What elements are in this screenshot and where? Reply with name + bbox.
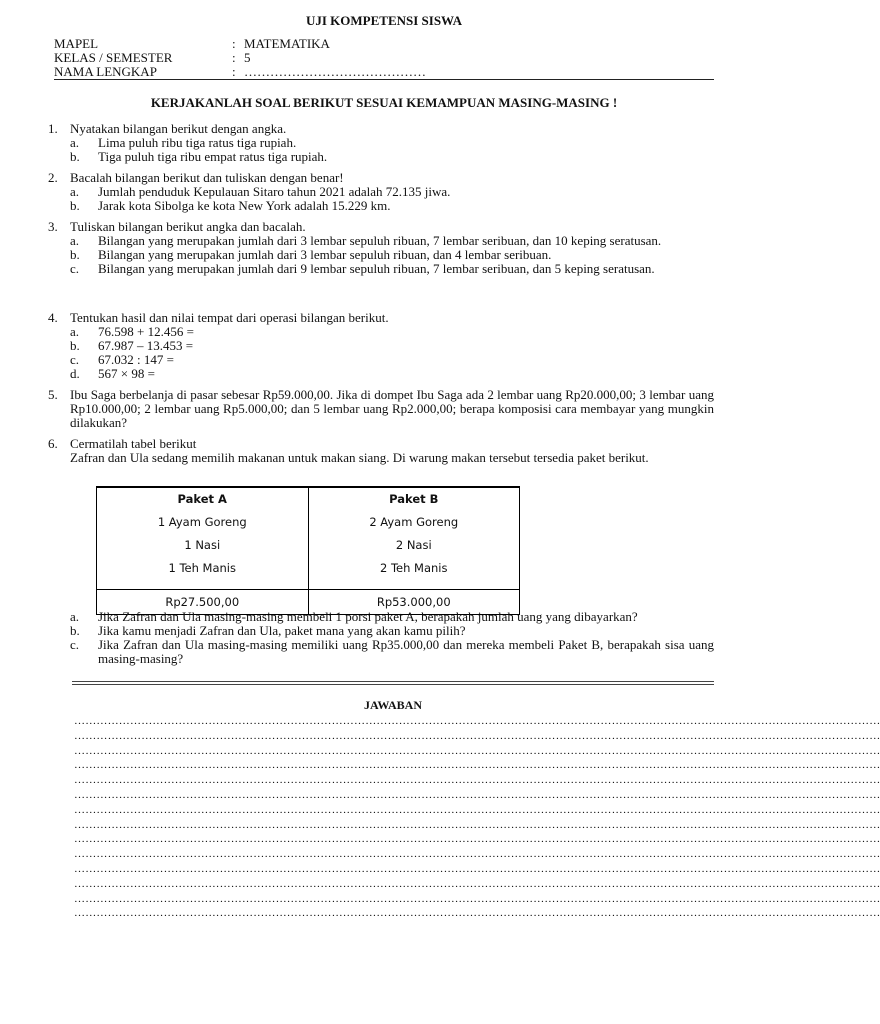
- sub-text: Tiga puluh tiga ribu empat ratus tiga rupiah.: [98, 149, 328, 164]
- table-cell: 1 Nasi: [97, 533, 309, 556]
- question-4: [48, 311, 714, 381]
- question-text: Ibu Saga berbelanja di pasar sebesar Rp59.000,00. Jika di dompet Ibu Saga ada 2 lembar uang Rp20.000,00; 3 lembar uang Rp10.000,00; 2 lembar uang Rp5.000,00; dan 5 lembar uang Rp2.000,00; berapa komposisi cara membayar yang mungkin dilakukan?: [70, 387, 714, 430]
- sub-question: [70, 234, 714, 248]
- sub-letter: c.: [70, 261, 80, 276]
- header-row-nama: [54, 65, 714, 79]
- header-row-mapel: [54, 37, 714, 51]
- sub-letter: a.: [70, 324, 80, 339]
- question-1: [48, 122, 714, 164]
- table-header-row: [97, 487, 520, 510]
- table-cell: 2 Ayam Goreng: [308, 510, 520, 533]
- sub-question: [70, 367, 714, 381]
- answer-line: ………………………………………………………………………………………………………………………………………………………………………………………………: [74, 848, 880, 861]
- header-colon: :: [232, 64, 236, 79]
- sub-text: 67.032 : 147 =: [98, 352, 174, 367]
- table-header: Paket B: [308, 487, 520, 510]
- header-label: MAPEL: [54, 36, 99, 51]
- sub-question: [70, 638, 714, 666]
- table-cell: 1 Ayam Goreng: [97, 510, 309, 533]
- header-row-kelas: [54, 51, 714, 65]
- header-value: MATEMATIKA: [244, 36, 330, 51]
- answer-line: ………………………………………………………………………………………………………………………………………………………………………………………………: [74, 862, 880, 875]
- sub-text: Jumlah penduduk Kepulauan Sitaro tahun 2021 adalah 72.135 jiwa.: [98, 184, 451, 199]
- question-3: [48, 220, 714, 276]
- answer-line: ………………………………………………………………………………………………………………………………………………………………………………………………: [74, 818, 880, 831]
- table-cell: 2 Nasi: [308, 533, 520, 556]
- sub-text: Jika Zafran dan Ula masing-masing membeli 1 porsi paket A, berapakah jumlah uang yang dibayarkan?: [98, 609, 638, 624]
- question-2: [48, 171, 714, 213]
- answer-line: ………………………………………………………………………………………………………………………………………………………………………………………………: [74, 715, 880, 727]
- answer-line: ………………………………………………………………………………………………………………………………………………………………………………………………: [74, 788, 880, 801]
- sub-letter: c.: [70, 352, 80, 367]
- table-row: [97, 556, 520, 579]
- question-6-subs: [48, 610, 714, 666]
- sub-letter: a.: [70, 609, 80, 624]
- sub-letter: d.: [70, 366, 80, 381]
- sub-text: Bilangan yang merupakan jumlah dari 3 lembar sepuluh ribuan, dan 4 lembar seribuan.: [98, 247, 552, 262]
- table-row: [97, 533, 520, 556]
- sub-text: Jarak kota Sibolga ke kota New York adalah 15.229 km.: [98, 198, 391, 213]
- question-6: [48, 437, 714, 465]
- sub-text: Jika kamu menjadi Zafran dan Ula, paket mana yang akan kamu pilih?: [98, 623, 466, 638]
- sub-text: Bilangan yang merupakan jumlah dari 3 lembar sepuluh ribuan, 7 lembar seribuan, dan 10 keping seratusan.: [98, 233, 662, 248]
- answer-line: ………………………………………………………………………………………………………………………………………………………………………………………………: [74, 759, 880, 772]
- sub-letter: c.: [70, 637, 80, 652]
- table-spacer: [97, 579, 309, 590]
- question-number: 6.: [48, 436, 58, 451]
- student-header: [54, 37, 714, 79]
- answer-lines: [74, 714, 880, 921]
- sub-letter: b.: [70, 338, 80, 353]
- answer-line: ………………………………………………………………………………………………………………………………………………………………………………………………: [74, 833, 880, 846]
- instruction-heading: KERJAKANLAH SOAL BERIKUT SESUAI KEMAMPUAN MASING-MASING !: [150, 95, 618, 110]
- sub-text: Bilangan yang merupakan jumlah dari 9 lembar sepuluh ribuan, 7 lembar seribuan, dan 5 keping seratusan.: [98, 261, 655, 276]
- sub-question: [70, 185, 714, 199]
- table-spacer: [308, 579, 520, 590]
- sub-question: [70, 248, 714, 262]
- package-table: [96, 486, 520, 615]
- sub-letter: a.: [70, 135, 80, 150]
- sub-letter: b.: [70, 247, 80, 262]
- header-label: NAMA LENGKAP: [54, 64, 157, 79]
- question-text: Bacalah bilangan berikut dan tuliskan dengan benar!: [70, 170, 344, 185]
- answer-line: ………………………………………………………………………………………………………………………………………………………………………………………………: [74, 803, 880, 816]
- sub-text: 67.987 – 13.453 =: [98, 338, 194, 353]
- sub-text: Jika Zafran dan Ula masing-masing memiliki uang Rp35.000,00 dan mereka membeli Paket B, berapakah sisa uang masing-masing?: [98, 637, 714, 666]
- question-number: 3.: [48, 219, 58, 234]
- sub-text: 567 × 98 =: [98, 366, 155, 381]
- sub-text: Lima puluh ribu tiga ratus tiga rupiah.: [98, 135, 297, 150]
- sub-letter: a.: [70, 233, 80, 248]
- sub-question: [70, 136, 714, 150]
- page-title: UJI KOMPETENSI SISWA: [305, 13, 463, 28]
- sub-text: 76.598 + 12.456 =: [98, 324, 194, 339]
- sub-letter: b.: [70, 198, 80, 213]
- sub-question: [70, 339, 714, 353]
- sub-question: [70, 325, 714, 339]
- question-text: Cermatilah tabel berikut: [70, 436, 197, 451]
- sub-question: [70, 150, 714, 164]
- question-text: Tentukan hasil dan nilai tempat dari operasi bilangan berikut.: [70, 310, 389, 325]
- header-colon: :: [232, 50, 236, 65]
- sub-letter: a.: [70, 184, 80, 199]
- name-blank: ……………………………………: [244, 64, 426, 79]
- table-cell: 2 Teh Manis: [308, 556, 520, 579]
- question-text: Tuliskan bilangan berikut angka dan bacalah.: [70, 219, 306, 234]
- sub-question: [70, 262, 714, 276]
- table-spacer-row: [97, 579, 520, 590]
- header-value: 5: [244, 50, 251, 65]
- answer-line: ………………………………………………………………………………………………………………………………………………………………………………………………: [74, 729, 880, 742]
- answer-divider: [72, 681, 714, 682]
- answer-line: ………………………………………………………………………………………………………………………………………………………………………………………………: [74, 907, 880, 920]
- answer-line: ………………………………………………………………………………………………………………………………………………………………………………………………: [74, 744, 880, 757]
- answer-title: JAWABAN: [363, 698, 422, 712]
- answer-line: ………………………………………………………………………………………………………………………………………………………………………………………………: [74, 774, 880, 787]
- question-number: 4.: [48, 310, 58, 325]
- table-row: [97, 510, 520, 533]
- sub-question: [70, 610, 714, 624]
- question-number: 2.: [48, 170, 58, 185]
- table-header: Paket A: [97, 487, 309, 510]
- price-cell: Rp27.500,00: [97, 590, 309, 615]
- question-5: [48, 388, 714, 430]
- sub-question: [70, 199, 714, 213]
- question-context: Zafran dan Ula sedang memilih makanan untuk makan siang. Di warung makan tersebut tersedia paket berikut.: [70, 450, 649, 465]
- header-label: KELAS / SEMESTER: [54, 50, 173, 65]
- answer-line: ………………………………………………………………………………………………………………………………………………………………………………………………: [74, 877, 880, 890]
- sub-question: [70, 624, 714, 638]
- table-cell: 1 Teh Manis: [97, 556, 309, 579]
- header-divider: [54, 79, 714, 80]
- price-cell: Rp53.000,00: [308, 590, 520, 615]
- sub-letter: b.: [70, 623, 80, 638]
- question-text: Nyatakan bilangan berikut dengan angka.: [70, 121, 287, 136]
- answer-divider: [72, 684, 714, 685]
- question-number: 5.: [48, 387, 58, 402]
- question-number: 1.: [48, 121, 58, 136]
- sub-question: [70, 353, 714, 367]
- answer-line: ………………………………………………………………………………………………………………………………………………………………………………………………: [74, 892, 880, 905]
- header-colon: :: [232, 36, 236, 51]
- sub-letter: b.: [70, 149, 80, 164]
